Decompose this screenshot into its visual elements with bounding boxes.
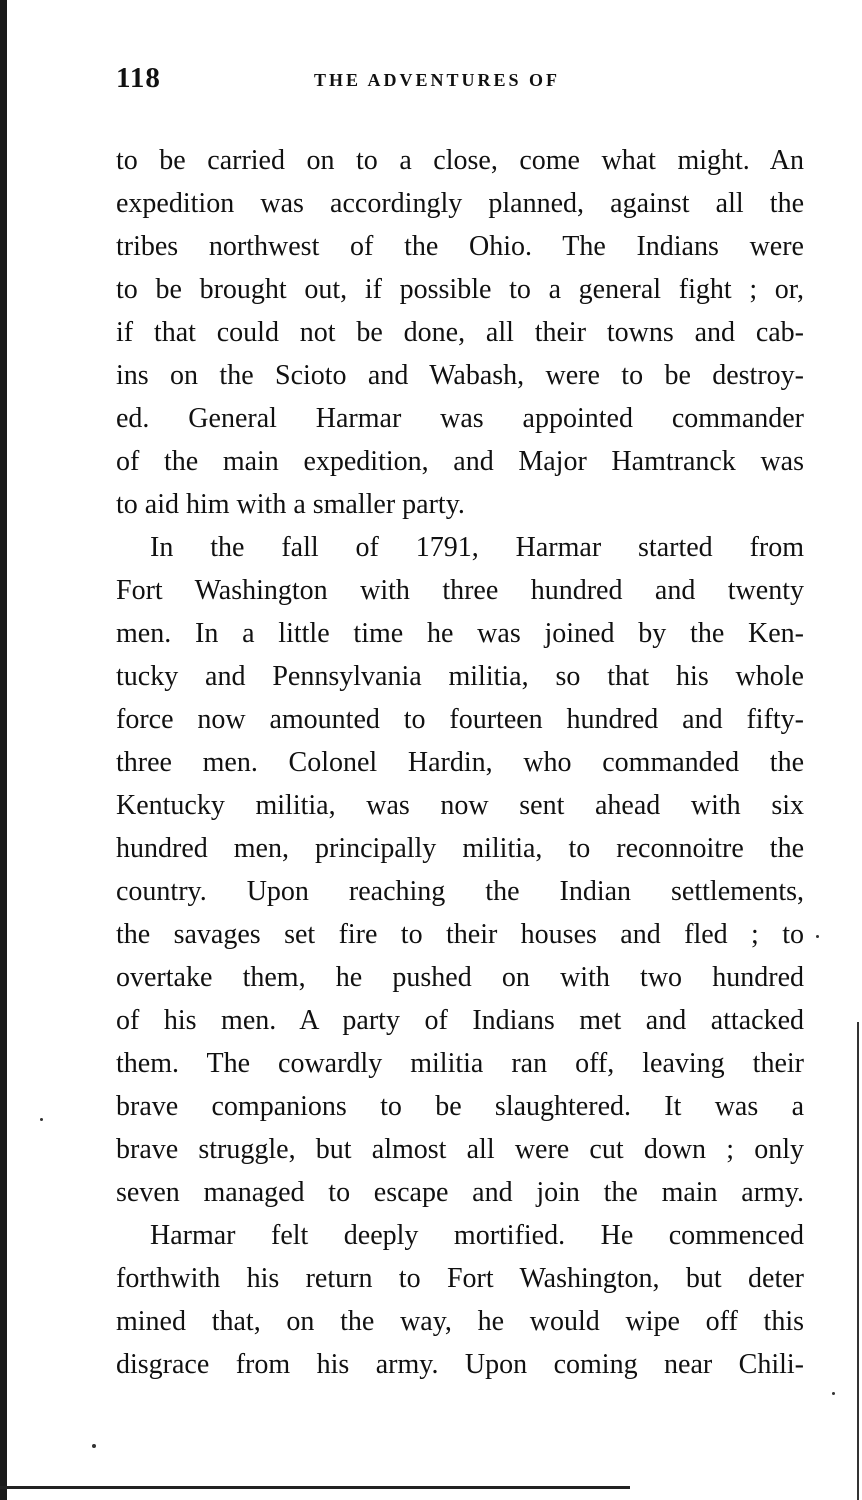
text-line: to aid him with a smaller party. bbox=[116, 489, 465, 520]
running-head: THE ADVENTURES OF bbox=[314, 70, 561, 90]
text-line: three men. Colonel Hardin, who commanded the bbox=[116, 747, 804, 778]
ink-speck bbox=[832, 1392, 835, 1395]
text-line: seven managed to escape and join the main army. bbox=[116, 1177, 804, 1208]
text-line: tribes northwest of the Ohio. The Indians were bbox=[116, 231, 804, 262]
text-line: if that could not be done, all their towns and cab- bbox=[116, 317, 804, 348]
paragraph bbox=[116, 526, 804, 1214]
text-line: of the main expedition, and Major Hamtranck was bbox=[116, 446, 804, 477]
text-line: disgrace from his army. Upon coming near Chili- bbox=[116, 1349, 804, 1380]
text-line: mined that, on the way, he would wipe off this bbox=[116, 1306, 804, 1337]
paragraph bbox=[116, 139, 804, 526]
page-header bbox=[116, 62, 616, 98]
text-line: hundred men, principally militia, to reconnoitre the bbox=[116, 833, 804, 864]
page-edge-bottom bbox=[0, 1486, 630, 1489]
text-line: forthwith his return to Fort Washington, but deter bbox=[116, 1263, 804, 1294]
ink-speck bbox=[816, 935, 819, 938]
text-line: tucky and Pennsylvania militia, so that his whole bbox=[116, 661, 804, 692]
text-line: Kentucky militia, was now sent ahead with six bbox=[116, 790, 804, 821]
text-line: men. In a little time he was joined by the Ken- bbox=[116, 618, 804, 649]
text-line: country. Upon reaching the Indian settlements, bbox=[116, 876, 804, 907]
text-line: force now amounted to fourteen hundred and fifty- bbox=[116, 704, 804, 735]
text-line: In the fall of 1791, Harmar started from bbox=[150, 532, 804, 563]
page-edge-right bbox=[857, 1022, 859, 1500]
text-line: Fort Washington with three hundred and twenty bbox=[116, 575, 804, 606]
text-line: the savages set fire to their houses and fled ; to bbox=[116, 919, 804, 950]
page-edge-left bbox=[0, 0, 7, 1500]
body-text bbox=[116, 139, 804, 1386]
text-line: expedition was accordingly planned, against all the bbox=[116, 188, 804, 219]
text-line: of his men. A party of Indians met and attacked bbox=[116, 1005, 804, 1036]
text-line: ed. General Harmar was appointed commander bbox=[116, 403, 804, 434]
text-line: to be carried on to a close, come what might. An bbox=[116, 145, 804, 176]
text-line: brave struggle, but almost all were cut down ; only bbox=[116, 1134, 804, 1165]
text-line: ins on the Scioto and Wabash, were to be destroy- bbox=[116, 360, 804, 391]
text-line: them. The cowardly militia ran off, leaving their bbox=[116, 1048, 804, 1079]
text-line: to be brought out, if possible to a general fight ; or, bbox=[116, 274, 804, 305]
text-line: Harmar felt deeply mortified. He commenced bbox=[150, 1220, 804, 1251]
text-line: overtake them, he pushed on with two hundred bbox=[116, 962, 804, 993]
page-number: 118 bbox=[116, 62, 161, 94]
text-line: brave companions to be slaughtered. It was a bbox=[116, 1091, 804, 1122]
paragraph bbox=[116, 1214, 804, 1386]
ink-speck bbox=[92, 1444, 96, 1448]
ink-speck bbox=[40, 1118, 43, 1121]
